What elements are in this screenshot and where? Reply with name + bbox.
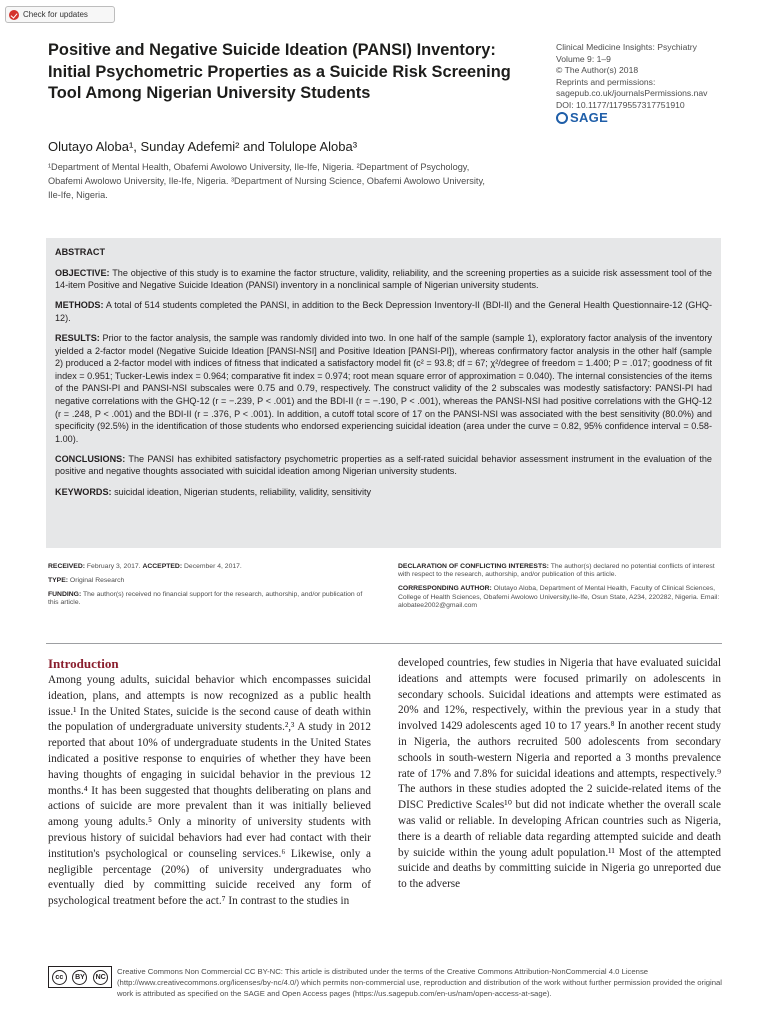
article-meta-left [48,563,373,613]
journal-permissions-link[interactable]: sagepub.co.uk/journalsPermissions.nav [556,88,708,99]
objective-label: OBJECTIVE: [55,267,110,278]
accepted-label: ACCEPTED: [142,563,183,570]
abstract-results [55,332,712,445]
funding-text: The author(s) received no financial support for the research, authorship, and/or publication of this article. [48,590,363,607]
body-column-right [398,656,721,893]
section-divider [46,643,722,644]
funding-label: FUNDING: [48,590,82,598]
sage-logo-text: SAGE [570,110,609,125]
abstract-objective [55,267,712,292]
keywords-label: KEYWORDS: [55,486,112,497]
results-label: RESULTS: [55,332,100,343]
journal-copyright: © The Author(s) 2018 [556,65,639,76]
sage-logo [556,110,608,125]
body-text-left: Among young adults, suicidal behavior which encompasses suicidal ideation, plans, and attempts is now recognized as a public health issue.¹ In the United States, suicide is the second cause of death within the population of undergraduate university students.²,³ A study in 2012 reported that about 10% of undergraduate students in the United States indicated a positive response to enquiries of whether they have been having thoughts of engaging in suicidal behavior in the previous 12 months.⁴ It has been suggested that thoughts deliberating on plans and actions of suicide are more prevalent than it was initially believed among young adults.⁵ Only a minority of university students with previous history of suicidal behaviors had ever had contact with their institution's psychological or counseling services.⁶ Likewise, only a negligible percentage (20%) of university undergraduates who eventually died by committing suicide received any form of psychological treatment before the act.⁷ In contrast to the studies in [48,674,371,908]
journal-reprints: Reprints and permissions: [556,76,656,87]
objective-text: The objective of this study is to examine the factor structure, validity, reliability, and the screening properties as a suicide risk assessment tool of the 14-item Positive and Negative Suicide Ideation (PANSI) inventory in a nonclinical sample of Nigerian university students. [55,267,712,291]
received-label: RECEIVED: [48,563,86,570]
keywords-text: suicidal ideation, Nigerian students, reliability, validity, sensitivity [114,486,372,497]
conflict-note [398,563,723,580]
section-heading: Introduction [48,656,119,671]
author-list: Olutayo Aloba¹, Sunday Adefemi² and Tolulope Aloba³ [48,139,358,154]
article-title: Positive and Negative Suicide Ideation (PANSI) Inventory: Initial Psychometric Properties as a Suicide Risk Screening Tool Among Nigerian University Students [48,41,511,102]
corresponding-label: CORRESPONDING AUTHOR: [398,585,492,593]
license-footer [48,966,724,1000]
author-affiliations: ¹Department of Mental Health, Obafemi Awolowo University, Ile-Ife, Nigeria. ²Department of Psychology, Obafemi Awolowo University, Ile-Ife, Nigeria. ³Department of Nursing Science, Obafemi Awolowo University, Ile-Ife, Nigeria. [48,162,485,200]
body-text-right: developed countries, few studies in Nigeria that have evaluated suicidal ideations and attempts were focused primarily on adolescents in secondary schools. Suicidal ideations and attempts were estimated as 20% and 12%, respectively, within the previous year in a study that involved 1429 adolescents aged 10 to 17 years.⁸ In another recent study in Nigeria, the authors recruited 500 adolescents from secondary schools in south-western Nigeria and reported a 3 months prevalence rate of 17% and 7.8% for suicidal ideations and attempts, respectively.⁹ The authors in these studies adopted the 2 suicide-related items of the DISC Predictive Scales¹⁰ but did not indicate whether the overall scale was valid or reliable. In developing African countries such as Nigeria, there is a dearth of reliable data regarding attempted suicide and death by suicide within the young adult population.¹¹ Most of the attempted suicide and deaths by committing suicide in Nigeria go unreported due to the adverse [398,657,721,891]
body-column-left [48,656,371,910]
license-text: Creative Commons Non Commercial CC BY-NC: This article is distributed under the terms of the Creative Commons Attribution-NonCommercial 4.0 License (http://www.creativecommons.org/licenses/by-nc/4.0/) which permits non-commercial use, reproduction and distribution of the work without further permission provided the original work is attributed as specified on the SAGE and Open Access pages (https://us.sagepub.com/en-us/nam/open-access-at-sage). [117,967,723,999]
received-accepted [48,563,373,571]
article-type [48,577,373,585]
received-date: February 3, 2017. [86,563,141,570]
conclusions-text: The PANSI has exhibited satisfactory psychometric properties as a self-rated suicidal behavior assessment instrument in the evaluation of the positive and negative thoughts associated with suicidal ideation among Nigerian university students. [55,453,712,477]
results-text: Prior to the factor analysis, the sample was randomly divided into two. In one half of the sample (sample 1), exploratory factor analysis of the inventory yielded a 2-factor model (Negative Suicide Ideation [PANSI-NSI] and Positive Ideation [PANSI-PI]), whereas confirmatory factor analysis in the other half (sample 2) produced a 2-factor model with indices of fitness that indicated a satisfactory model fit (c² = 93.8; df = 67; χ²/degree of freedom = 1.400; P = .017; goodness of fit index = 0.951; Tucker-Lewis index = 0.964; comparative fit index = 0.974; root mean square error of approximation = 0.040). The internal consistencies of the items of the PANSI-PI and PANSI-NSI subscales were 0.75 and 0.79, respectively. The construct validity of the 2 subscales was modestly satisfactory: PANSI-PI had negative correlations with the GHQ-12 (r = −.239, P < .001) and the BDI-II (r = −.190, P < .001), whereas the PANSI-NSI had positive correlations with the GHQ-12 (r = .248, P < .001) and the BDI-II (r = .376, P < .001). In addition, a cutoff total score of 17 on the PANSI-NSI was associated with the best sensitivity (80.0%) and specificity (92.5%) in the identification of those students who endorsed experiencing suicidal ideation (area under the curve = 0.82, 95% confidence interval = 0.58-1.00). [55,332,712,444]
corresponding-text: Olutayo Aloba, Department of Mental Health, Faculty of Clinical Sciences, College of Health Sciences, Obafemi Awolowo University,Ile-Ife, Osun State, A234, 220282, Nigeria. Email: alobatee2002@gmail.com [398,585,720,610]
abstract-box [46,238,721,548]
cc-icon: cc [52,970,67,985]
check-for-updates-badge[interactable] [5,6,115,23]
funding-note [48,591,373,608]
check-for-updates-label: Check for updates [23,10,88,19]
by-icon: BY [72,970,87,985]
nc-icon: NC [93,970,108,985]
journal-info [556,42,756,112]
accepted-date: December 4, 2017. [184,563,242,570]
article-meta-right [398,563,723,616]
check-icon [9,10,19,20]
conclusions-label: CONCLUSIONS: [55,453,126,464]
journal-doi[interactable]: DOI: 10.1177/1179557317751910 [556,99,685,110]
journal-name: Clinical Medicine Insights: Psychiatry [556,42,697,52]
methods-text: A total of 514 students completed the PANSI, in addition to the Beck Depression Inventory-II (BDI-II) and the General Health Questionnaire-12 (GHQ-12). [55,300,712,323]
abstract-keywords [55,486,712,499]
type-label: TYPE: [48,576,69,584]
conflict-text: The author(s) declared no potential conflicts of interest with respect to the research, authorship, and/or publication of this article. [398,563,715,579]
sage-logo-icon [556,112,568,124]
corresponding-author [398,585,723,610]
abstract-methods [55,299,712,324]
abstract-conclusions [55,453,712,478]
conflict-label: DECLARATION OF CONFLICTING INTERESTS: [398,563,549,570]
methods-label: METHODS: [55,300,104,311]
abstract-heading: ABSTRACT [55,247,106,257]
type-value: Original Research [69,576,125,584]
journal-volume: Volume 9: 1–9 [556,53,611,64]
